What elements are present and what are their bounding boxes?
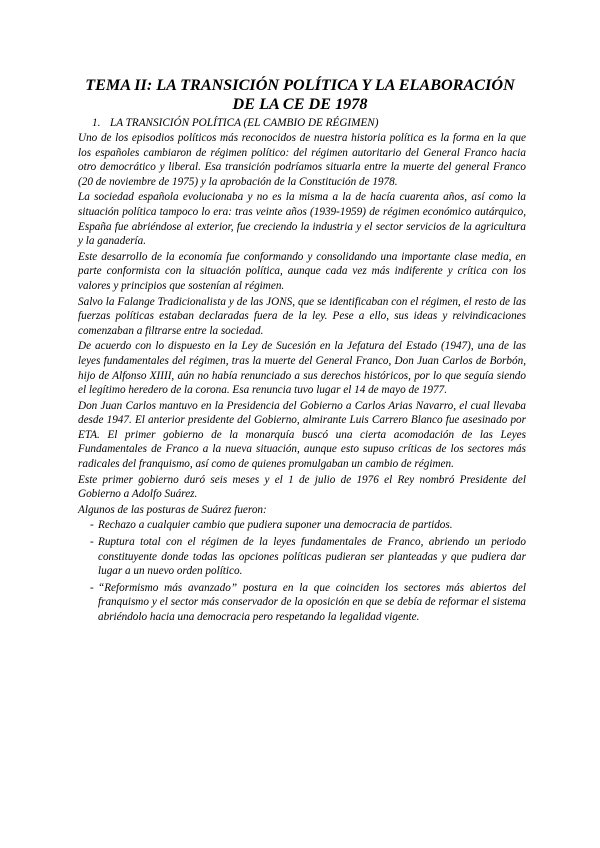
document-title: TEMA II: LA TRANSICIÓN POLÍTICA Y LA ELABORACIÓN DE LA CE DE 1978	[85, 76, 515, 113]
paragraph: La sociedad española evolucionaba y no es la misma a la de hacía cuarenta años, así como la situación política tampoco lo era: tras veinte años (1939-1959) de régimen económico autárquico, España fue abriéndose al exterior, fue creciendo la industria y el sector servicios de la agricultura y la ganadería.	[78, 191, 526, 248]
section-number: 1.	[92, 117, 101, 129]
list-item	[74, 535, 526, 579]
paragraph: Uno de los episodios políticos más reconocidos de nuestra historia política es la forma en la que los españoles cambiaron de régimen político: del régimen autoritario del General Franco hacia otro democrático y liberal. Esa transición podríamos situarla entre la muerte del general Franco (20 de noviembre de 1975) y la aprobación de la Constitución de 1978.	[78, 132, 526, 188]
list-item-text: Rechazo a cualquier cambio que pudiera suponer una democracia de partidos.	[98, 519, 453, 532]
paragraph: Este desarrollo de la economía fue conformando y consolidando una importante clase media, en parte conformista con la situación política, aunque cada vez más indiferente y crítica con los valores y principios que sostenían al régimen.	[78, 250, 526, 292]
section-title: LA TRANSICIÓN POLÍTICA (EL CAMBIO DE RÉGIMEN)	[110, 117, 379, 129]
postures-list	[74, 518, 526, 624]
paragraph: Salvo la Falange Tradicionalista y de las JONS, que se identificaban con el régimen, el resto de las fuerzas políticas estaban declaradas fuera de la ley. Pese a ello, sus ideas y reivindicaciones comenzaban a filtrarse entre la sociedad.	[78, 295, 526, 337]
list-marker: -	[90, 536, 94, 549]
list-intro: Algunos de las posturas de Suárez fueron:	[78, 503, 267, 516]
paragraph: Don Juan Carlos mantuvo en la Presidencia del Gobierno a Carlos Arias Navarro, el cual llevaba desde 1947. El anterior presidente del Gobierno, almirante Luis Carrero Blanco fue asesinado por ETA. El primer gobierno de la monarquía buscó una cierta acomodación de las Leyes Fundamentales de Franco a la nueva situación, aunque esto supuso críticas de los sectores más radicales del franquismo, así como de quienes promulgaban un cambio de régimen.	[78, 399, 526, 471]
list-item	[74, 581, 526, 625]
paragraph: Este primer gobierno duró seis meses y el 1 de julio de 1976 el Rey nombró Presidente del Gobierno a Adolfo Suárez.	[78, 473, 526, 501]
list-marker: -	[90, 581, 94, 594]
paragraph: De acuerdo con lo dispuesto en la Ley de Sucesión en la Jefatura del Estado (1947), una de las leyes fundamentales del régimen, tras la muerte del General Franco, Don Juan Carlos de Borbón, hijo de Alfonso XIIII, aún no había renunciado a sus derechos históricos, por lo que seguía siendo el legítimo heredero de la corona. Esa renuncia tuvo lugar el 14 de mayo de 1977.	[78, 340, 526, 397]
section-heading	[74, 116, 526, 130]
list-marker: -	[90, 519, 94, 532]
list-item	[74, 518, 526, 533]
list-item-text: “Reformismo más avanzado” postura en la que coinciden los sectores más abiertos del franquismo y el sector más conservador de la oposición en que se debía de reformar el sistema abriéndolo hacia una democracia pero respetando la legalidad vigente.	[98, 581, 526, 623]
list-item-text: Ruptura total con el régimen de la leyes fundamentales de Franco, abriendo un periodo constituyente donde todas las opciones políticas pudieran ser planteadas y que pudiera dar lugar a un nuevo orden político.	[98, 536, 526, 578]
